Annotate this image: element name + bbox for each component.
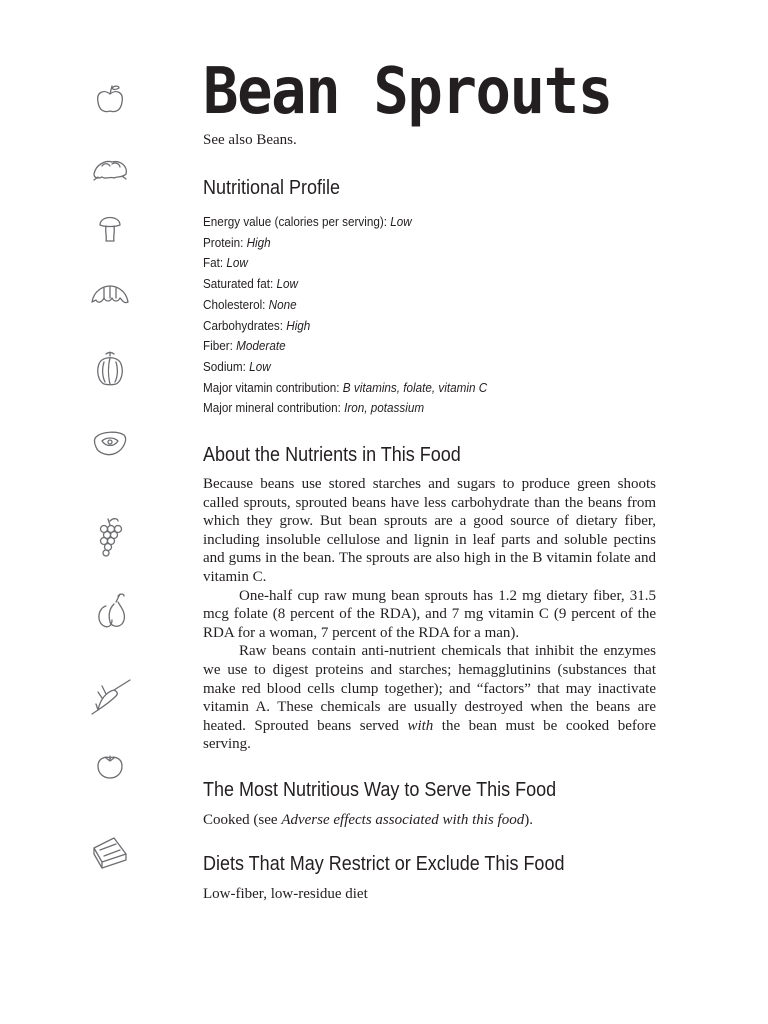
profile-item <box>203 316 611 337</box>
profile-value: High <box>246 234 271 250</box>
nutritional-profile-heading: Nutritional Profile <box>203 177 341 199</box>
tomato-icon <box>88 746 132 786</box>
profile-item <box>203 212 611 233</box>
profile-item <box>203 295 611 316</box>
profile-label: Saturated fat: <box>203 276 277 292</box>
about-nutrients-heading: About the Nutrients in This Food <box>203 444 461 467</box>
profile-item <box>203 233 611 254</box>
profile-item <box>203 336 611 357</box>
profile-value: Iron, potassium <box>344 400 425 416</box>
mushroom-icon <box>88 207 132 247</box>
page-content <box>203 56 656 904</box>
pie-icon <box>88 830 132 870</box>
diets-text: Low-fiber, low-residue diet <box>203 885 368 902</box>
profile-value: Low <box>390 214 412 229</box>
diets-heading: Diets That May Restrict or Exclude This Food <box>203 852 565 875</box>
profile-value: B vitamins, folate, vitamin C <box>342 379 488 395</box>
serve-text: Cooked (see Adverse effects associated with this food). <box>203 811 533 828</box>
emphasis-with: with <box>407 717 434 734</box>
fish-icon <box>88 676 132 716</box>
profile-item <box>203 378 611 399</box>
nutritional-profile-list <box>203 212 656 419</box>
apple-icon <box>88 80 132 120</box>
serve-heading: The Most Nutritious Way to Serve This Food <box>203 778 557 801</box>
cauliflower-icon <box>88 150 132 190</box>
profile-item <box>203 398 611 419</box>
profile-value: High <box>286 317 311 333</box>
profile-value: Moderate <box>236 338 286 354</box>
profile-item <box>203 357 611 378</box>
profile-item <box>203 253 611 274</box>
profile-label: Major vitamin contribution: <box>203 379 343 395</box>
profile-value: Low <box>276 276 298 292</box>
profile-label: Fiber: <box>203 338 237 354</box>
page-title: Bean Sprouts <box>203 55 612 129</box>
grapes-icon <box>88 515 132 555</box>
profile-label: Protein: <box>203 234 247 250</box>
see-also-note: See also Beans. <box>203 132 297 148</box>
profile-label: Sodium: <box>203 358 250 374</box>
pepper-icon <box>88 348 132 388</box>
about-nutrients-text <box>203 475 656 754</box>
about-paragraph-2: One-half cup raw mung bean sprouts has 1.2 mg dietary fiber, 31.5 mcg folate (8 percent of the RDA), and 7 mg vitamin C (9 percent of the RDA for a woman, 7 percent of the RDA for a man). <box>203 587 656 641</box>
profile-label: Fat: <box>203 255 227 271</box>
profile-label: Cholesterol: <box>203 296 269 312</box>
profile-value: None <box>268 296 297 312</box>
pear-icon <box>88 590 132 630</box>
cross-reference: Adverse effects associated with this food <box>281 811 525 828</box>
profile-value: Low <box>249 358 271 374</box>
profile-label: Carbohydrates: <box>203 317 287 333</box>
margin-icon-column <box>88 0 132 1024</box>
croissant-icon <box>88 274 132 314</box>
profile-label: Major mineral contribution: <box>203 400 345 416</box>
profile-value: Low <box>226 255 248 271</box>
about-paragraph-1: Because beans use stored starches and sugars to produce green shoots called sprouts, sprouted beans have less carbohydrate than the beans from which they grow. But bean sprouts are a good source of dietary fiber, including insoluble cellulose and lignin in leaf parts and soluble pectins and gums in the bean. The sprouts are also high in the B vitamin folate and vitamin C. <box>203 476 656 585</box>
profile-item <box>203 274 611 295</box>
about-paragraph-3: Raw beans contain anti-nutrient chemicals that inhibit the enzymes we use to digest proteins and starches; hemagglutinins (substances that make red blood cells clump together); and “factors” that may inactivate vitamin A. These chemicals are usually destroyed when the beans are heated. Sprouted beans served with the bean must be cooked before serving. <box>203 643 656 753</box>
profile-label: Energy value (calories per serving): <box>203 214 391 229</box>
meat-icon <box>88 423 132 463</box>
